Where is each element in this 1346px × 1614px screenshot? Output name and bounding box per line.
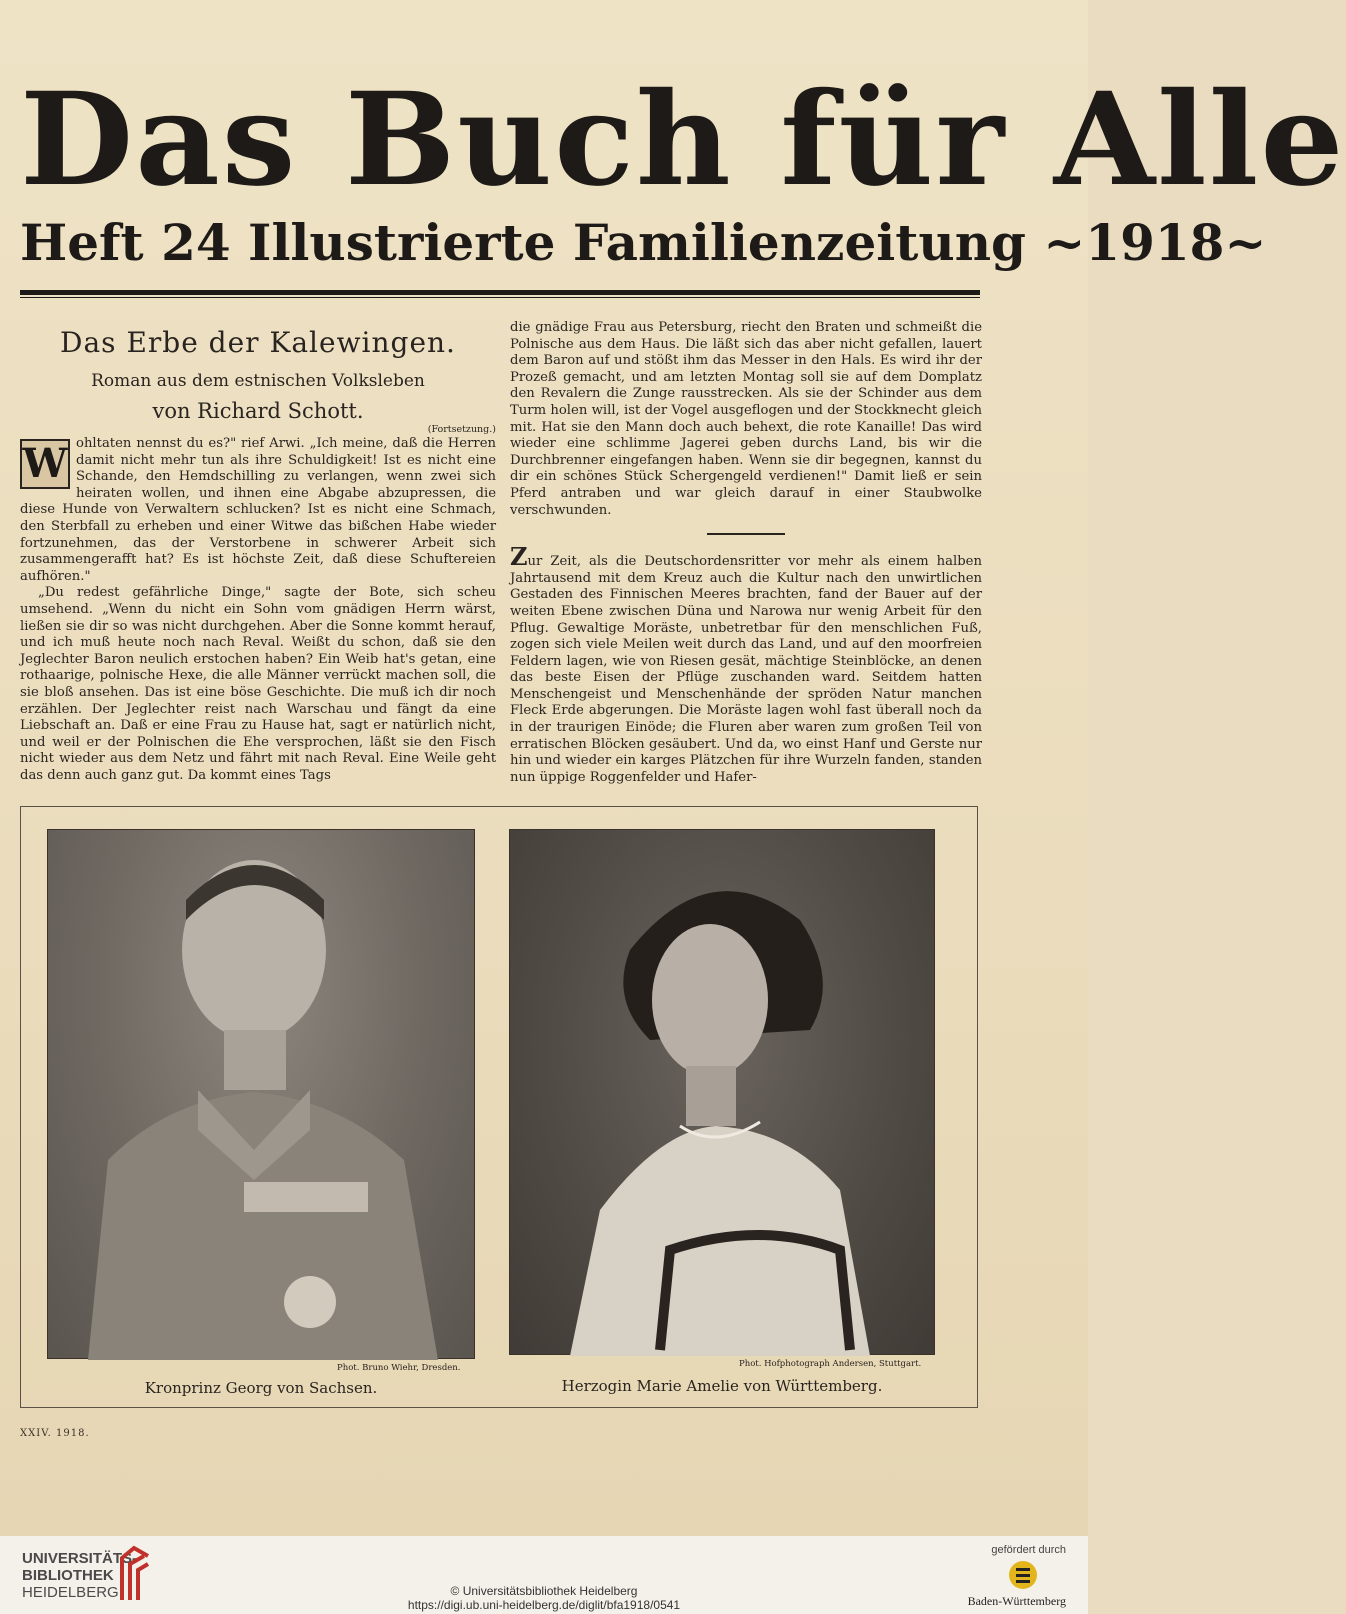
portrait-photo-duchess bbox=[509, 829, 935, 1355]
initial-letter: Z bbox=[510, 542, 528, 572]
masthead-subtitle: Heft 24 Illustrierte Familienzeitung ~1918~ bbox=[20, 213, 1267, 272]
library-name-line1: UNIVERSITÄTS- bbox=[22, 1550, 138, 1567]
permalink-url[interactable]: https://digi.ub.uni-heidelberg.de/diglit/bfa1918/0541 bbox=[407, 1598, 681, 1612]
masthead-rule-thin bbox=[20, 297, 980, 298]
text-column-left bbox=[20, 320, 496, 784]
copyright-text: © Universitätsbibliothek Heidelberg bbox=[450, 1584, 638, 1598]
masthead-rule bbox=[20, 290, 980, 295]
text-column-right bbox=[510, 320, 982, 786]
paragraph-text-z bbox=[510, 542, 982, 786]
dropcap: W bbox=[20, 439, 70, 489]
paragraph-text: „Du redest gefährliche Dinge," sagte der Bote, sich scheu umsehend. „Wenn du nicht ein Sohn vom gnädigen Herrn wärst, ließen sie dir so was nicht durchgehen. Aber die Sonne kommt herauf, und ich muß heute noch nach Reval. Weißt du schon, daß sie den Jeglechter Baron neulich erstochen haben? Ein Weib hat's getan, eine rothaarige, polnische Hexe, die alle Männer verrückt machen soll, die sie bloß ansehen. Das ist eine böse Geschichte. Die muß ich dir noch erzählen. Der Jeglechter reist nach Warschau und fängt da eine Liebschaft an. Daß er eine Frau zu Hause hat, sagt er natürlich nicht, und weil er der Polnischen die Ehe versprochen, läßt sie den Fisch nicht wieder aus dem Netz und fährt mit nach Reval. Eine Weile geht das denn auch ganz gut. Da kommt eines Tags bbox=[20, 585, 496, 783]
masthead-title: Das Buch für Alle bbox=[20, 65, 1346, 215]
caption-right: Herzogin Marie Amelie von Württemberg. bbox=[561, 1377, 883, 1395]
funded-by-label: gefördert durch bbox=[991, 1544, 1066, 1556]
paragraph-text: ohltaten nennst du es?" rief Arwi. „Ich meine, daß die Herren damit nicht mehr tun als ihre Schuldigkeit! Ist es nicht eine Schande, den Hemdschilling zu verlangen, wenn zwei sich heiraten wollen, und ihnen eine Abgabe abzupressen, die diese Hunde von Verwaltern schlucken? Ist es nicht eine Schmach, den Sterbfall zu erheben und einer Witwe das bißchen Habe wieder fortzunehmen, das der Verstorbene in schwerer Arbeit sich zusammengerafft hat? Es ist höchste Zeit, daß diese Schuftereien aufhören." bbox=[20, 436, 496, 584]
portrait-photo-crown-prince bbox=[47, 829, 475, 1359]
library-name-line3: HEIDELBERG bbox=[22, 1584, 119, 1601]
baden-wuerttemberg-seal-icon bbox=[1008, 1560, 1038, 1590]
paragraph-body: ur Zeit, als die Deutschordensritter vor mehr als einem halben Jahrtausend mit dem Kreuz auch die Kultur nach den unwirtlichen Gestaden des Finnischen Meeres brachten, fand der Bauer auf der weiten Ebene zwischen Düna und Narowa nur wenig Arbeit für den Pflug. Gewaltige Moräste, unbetretbar für den menschlichen Fuß, zogen sich viele Meilen weit durch das Land, und auf den moorfreien Feldern lagen, wie von Riesen gesät, mächtige Steinblöcke, an denen das beste Eisen der Pflüge zuschanden ward. Seitdem hatten Menschengeist und Menschenhände der spröden Natur manchen Fleck Erde abgerungen. Die Moräste lagen wohl fast überall noch da in der traurigen Einöde; die Fluren aber waren zum großen Teil von erratischen Blöcken gesäubert. Und da, wo einst Hanf und Gerste nur hin und wieder ein karges Plätzchen für ihre Wurzeln fanden, standen nun üppige Roggenfelder und Hafer- bbox=[510, 554, 982, 785]
issue-mark: XXIV. 1918. bbox=[20, 1428, 90, 1439]
story-subtitle: Roman aus dem estnischen Volksleben bbox=[91, 371, 425, 391]
paragraph-text: die gnädige Frau aus Petersburg, riecht den Braten und schmeißt die Polnische aus dem Haus. Die läßt sich das aber nicht gefallen, lauert dem Baron auf und stößt ihm das Messer in den Hals. Es wird ihr der Prozeß gemacht, und am letzten Montag soll sie auf dem Domplatz den Revalern die Zunge rausstrecken. Als sie der Schinder aus dem Turm holen will, ist der Vogel ausgeflogen und der Stockknecht gleich mit. Hat sie den Mann doch auch behext, die rote Kanaille! Das wird wieder eine schlimme Jagerei geben durchs Land, bis wir die Durchbrenner eingefangen haben. Wenn sie dir begegnen, kannst du dir ein schönes Stück Schergengeld verdienen!" Damit ließ er sein Pferd antraben und war gleich darauf in einer Staubwolke verschwunden. bbox=[510, 320, 982, 518]
story-author: von Richard Schott. bbox=[152, 399, 364, 423]
library-name-line2: BIBLIOTHEK bbox=[22, 1567, 114, 1584]
funder-name: Baden-Württemberg bbox=[967, 1594, 1066, 1608]
section-divider bbox=[707, 533, 785, 535]
opening-paragraph bbox=[20, 436, 496, 585]
continuation-note: (Fortsetzung.) bbox=[427, 424, 496, 435]
story-title: Das Erbe der Kalewingen. bbox=[60, 326, 456, 359]
photo-credit-left: Phot. Bruno Wiehr, Dresden. bbox=[337, 1363, 461, 1373]
photo-credit-right: Phot. Hofphotograph Andersen, Stuttgart. bbox=[739, 1359, 922, 1369]
caption-left: Kronprinz Georg von Sachsen. bbox=[144, 1379, 378, 1397]
photo-frame bbox=[20, 806, 978, 1408]
portrait-illustration-woman bbox=[510, 830, 936, 1356]
footer-bar bbox=[0, 1536, 1088, 1614]
portrait-illustration-man bbox=[48, 830, 476, 1360]
